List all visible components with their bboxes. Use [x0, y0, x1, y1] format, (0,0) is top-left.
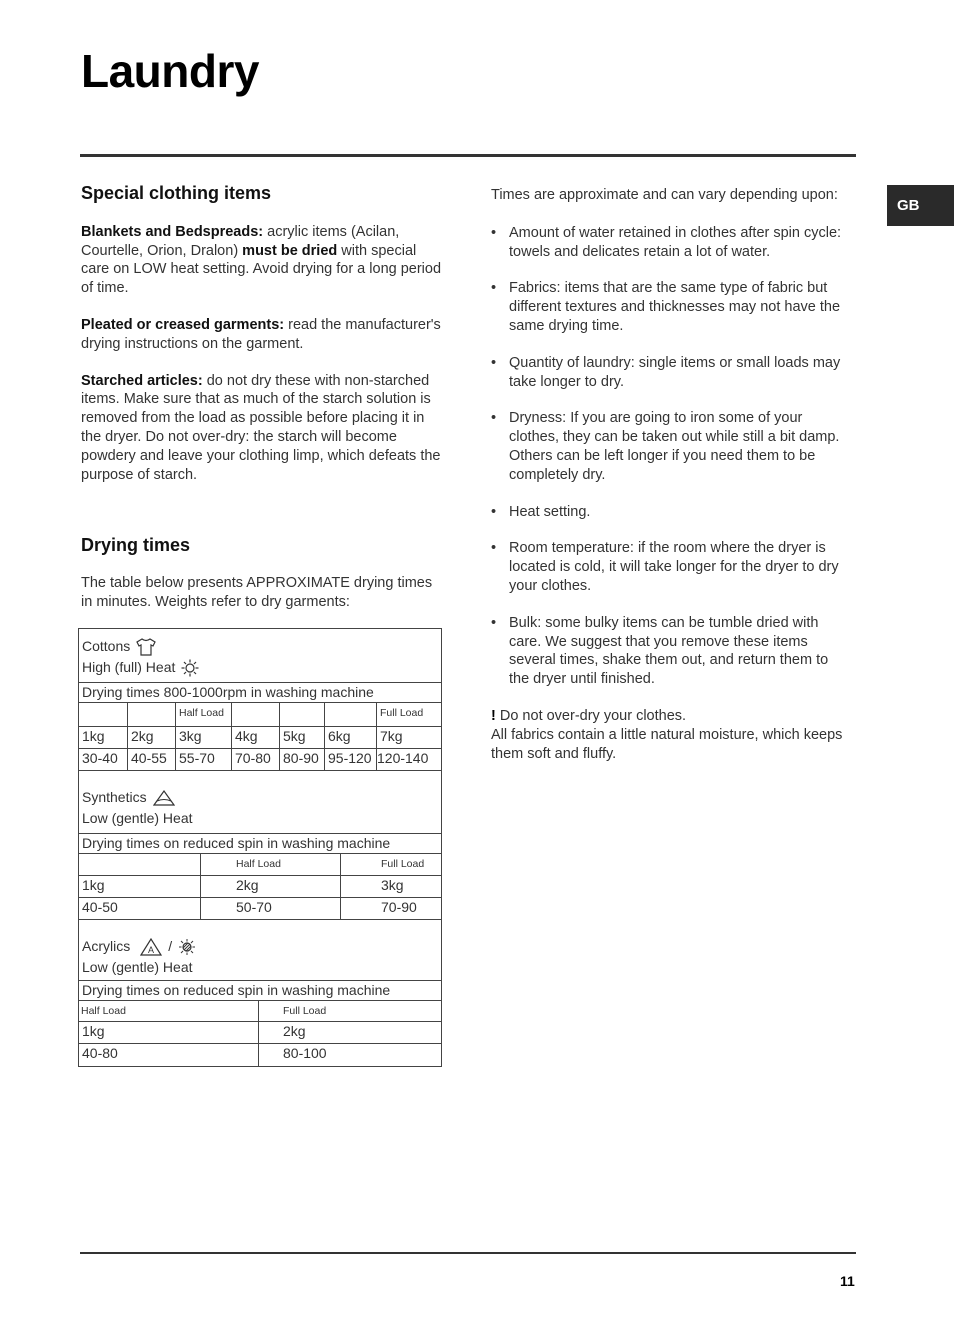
icon-separator: / — [168, 938, 173, 954]
acrylics-weights-row — [79, 1021, 441, 1043]
time-cell: 50-70 — [200, 898, 340, 919]
acrylic-care-icon — [140, 937, 162, 957]
starched-lead: Starched articles: — [81, 372, 203, 389]
weight-cell: 6kg — [324, 727, 376, 748]
pleated-paragraph — [81, 316, 446, 354]
blankets-text-end: with special care on LOW heat setting. Avoid drying for a long period of time. — [81, 242, 442, 297]
cottons-load-row — [79, 702, 441, 726]
warning-text: Do not over-dry your clothes. — [495, 707, 687, 724]
list-item: • Dryness: If you are going to iron some of your clothes, they can be taken out while still a bit damp. Others can be left longer if you need them to be completely dry. — [491, 409, 846, 484]
load-label — [79, 854, 200, 875]
synthetics-heat: Low (gentle) Heat — [82, 810, 193, 826]
weight-cell: 7kg — [376, 727, 441, 748]
load-label: Half Load — [175, 703, 231, 726]
drying-times-heading: Drying times — [81, 535, 191, 556]
page-number: 11 — [840, 1273, 855, 1289]
weight-cell: 2kg — [127, 727, 175, 748]
cottons-heat: High (full) Heat — [82, 659, 176, 675]
weight-cell: 5kg — [279, 727, 324, 748]
blankets-lead: Blankets and Bedspreads: — [81, 223, 264, 240]
list-item: • Heat setting. — [491, 503, 846, 522]
synthetics-times-row — [79, 897, 441, 919]
time-cell: 40-55 — [127, 749, 175, 770]
sun-icon — [181, 659, 199, 677]
acrylics-label: Acrylics — [82, 938, 131, 954]
synthetics-subtitle: Drying times on reduced spin in washing machine — [82, 835, 391, 851]
load-label: Full Load — [340, 854, 441, 875]
blankets-paragraph — [81, 223, 446, 298]
list-item: • Room temperature: if the room where the dryer is located is cold, it will take longer for the dryer to dry your clothes. — [491, 539, 846, 595]
drying-times-table — [78, 628, 442, 1067]
factors-list — [491, 224, 846, 689]
pleated-text: read the manufacturer's drying instructions on the garment. — [81, 316, 441, 352]
cottons-subtitle: Drying times 800-1000rpm in washing machine — [82, 684, 374, 700]
drying-intro: The table below presents APPROXIMATE drying times in minutes. Weights refer to dry garments: — [81, 575, 433, 610]
blankets-emphasis: must be dried — [242, 242, 338, 259]
starched-paragraph — [81, 372, 446, 485]
top-divider — [80, 154, 856, 157]
load-label: Full Load — [258, 1001, 441, 1021]
load-label — [79, 703, 127, 726]
time-cell: 40-50 — [82, 899, 118, 915]
time-cell: 80-90 — [279, 749, 324, 770]
weight-cell: 3kg — [175, 727, 231, 748]
weight-cell: 2kg — [200, 876, 340, 897]
warning-mark: ! — [491, 707, 496, 724]
time-cell: 120-140 — [376, 749, 441, 770]
cottons-weights-row — [79, 726, 441, 748]
acrylics-load-row — [79, 1000, 441, 1021]
synthetic-care-icon — [153, 789, 175, 807]
cottons-subtitle-row — [79, 682, 441, 702]
list-item: • Fabrics: items that are the same type of fabric but different textures and thicknesses may not have the same drying time. — [491, 279, 846, 335]
acrylics-header — [79, 919, 441, 980]
time-cell: 70-80 — [231, 749, 279, 770]
acrylics-subtitle: Drying times on reduced spin in washing machine — [82, 982, 391, 998]
weight-cell: 3kg — [340, 876, 441, 897]
time-cell: 70-90 — [340, 898, 441, 919]
bottom-divider — [80, 1252, 856, 1254]
cottons-label: Cottons — [82, 638, 131, 654]
cottons-times-row — [79, 748, 441, 770]
time-cell: 80-100 — [258, 1044, 441, 1066]
variability-intro: Times are approximate and can vary depending upon: — [491, 187, 838, 203]
load-label — [127, 703, 175, 726]
weight-cell: 2kg — [258, 1022, 441, 1043]
blankets-text: acrylic items (Acilan, Courtelle, Orion, Dralon) — [81, 223, 400, 259]
load-label: Full Load — [376, 703, 441, 726]
language-tab: GB — [887, 185, 954, 226]
left-column — [81, 184, 446, 612]
synthetics-load-row — [79, 853, 441, 875]
load-label: Half Load — [81, 1005, 126, 1017]
time-cell: 55-70 — [175, 749, 231, 770]
synthetics-weights-row — [79, 875, 441, 897]
weight-cell: 4kg — [231, 727, 279, 748]
weight-cell: 1kg — [82, 877, 105, 893]
synthetics-subtitle-row — [79, 833, 441, 853]
acrylics-times-row — [79, 1043, 441, 1066]
weight-cell: 1kg — [82, 728, 105, 744]
page-title: Laundry — [81, 45, 259, 97]
load-label: Half Load — [200, 854, 340, 875]
load-label — [279, 703, 324, 726]
weight-cell: 1kg — [82, 1023, 105, 1039]
list-item: • Amount of water retained in clothes after spin cycle: towels and delicates retain a lot of water. — [491, 224, 846, 262]
load-label — [231, 703, 279, 726]
moisture-note: All fabrics contain a little natural moisture, which keeps them soft and fluffy. — [491, 726, 843, 762]
list-item: • Quantity of laundry: single items or small loads may take longer to dry. — [491, 354, 846, 392]
right-column — [491, 186, 846, 763]
cottons-header — [79, 629, 441, 682]
svg-text:A: A — [148, 944, 155, 955]
acrylics-heat: Low (gentle) Heat — [82, 959, 193, 975]
time-cell: 30-40 — [82, 750, 118, 766]
pleated-lead: Pleated or creased garments: — [81, 316, 285, 333]
time-cell: 40-80 — [82, 1045, 118, 1061]
low-heat-icon — [178, 938, 196, 956]
special-items-heading: Special clothing items — [81, 183, 272, 203]
starched-text: do not dry these with non-starched items. Make sure that as much of the starch solution is removed from the load as possible before placing it in the dryer. Do not over-dry: the starch will become powdery and leave your clothing limp, which defeats the purpose of starch. — [81, 372, 441, 483]
load-label — [324, 703, 376, 726]
list-item: • Bulk: some bulky items can be tumble dried with care. We suggest that you remove these items several times, shake them out, and return them to the dryer until finished. — [491, 614, 846, 689]
acrylics-subtitle-row — [79, 980, 441, 1000]
synthetics-label: Synthetics — [82, 789, 147, 805]
overdry-warning — [491, 707, 846, 726]
synthetics-header — [79, 770, 441, 833]
tshirt-icon — [136, 638, 156, 656]
time-cell: 95-120 — [324, 749, 376, 770]
